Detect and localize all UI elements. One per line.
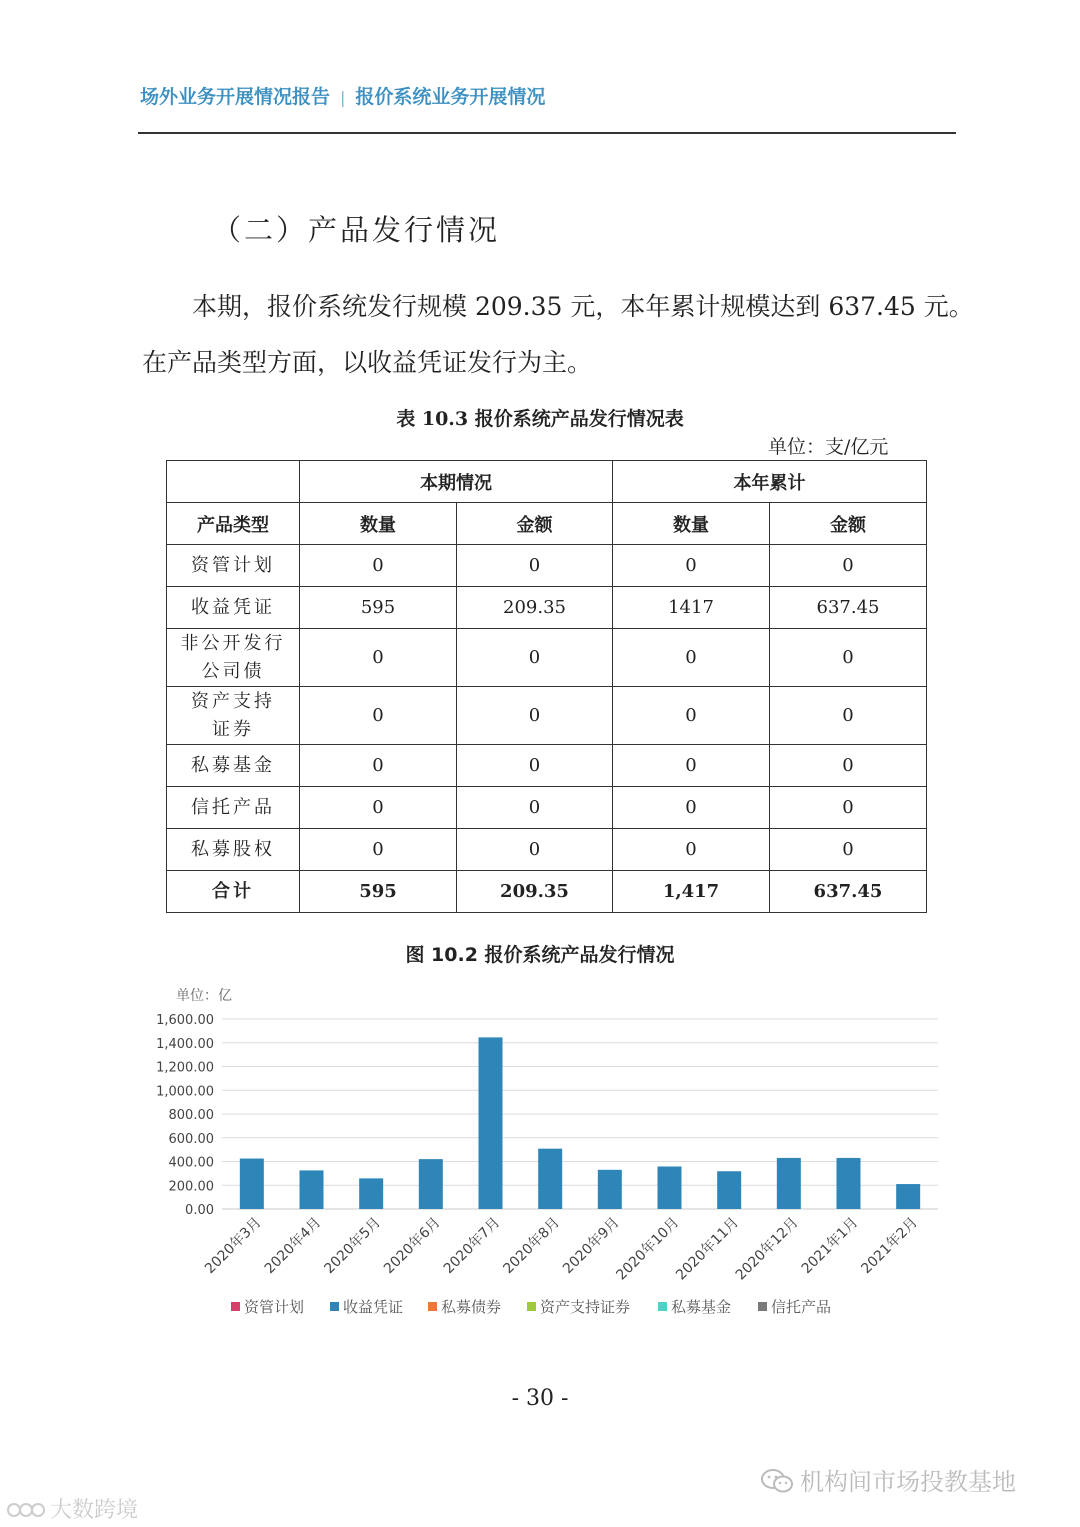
- bar-收益凭证: [598, 1170, 622, 1209]
- bar-收益凭证: [419, 1159, 443, 1209]
- sub-header-count: 数量: [300, 503, 457, 545]
- row-label: 信托产品: [167, 787, 300, 829]
- total-cell: 637.45: [770, 871, 927, 913]
- row-label: 资管计划: [167, 545, 300, 587]
- y-tick-label: 1,000.00: [156, 1084, 214, 1100]
- header-separator: |: [340, 88, 346, 107]
- y-tick-label: 200.00: [168, 1179, 214, 1195]
- x-tick-label: 2020年8月: [500, 1214, 563, 1278]
- sub-header-amount: 金额: [457, 503, 613, 545]
- table-cell: 0: [300, 629, 457, 687]
- bar-收益凭证: [896, 1184, 920, 1209]
- bar-收益凭证: [538, 1149, 562, 1209]
- legend-swatch: [428, 1302, 437, 1311]
- table-row: [167, 687, 927, 745]
- legend-swatch: [330, 1302, 339, 1311]
- sub-header-ytd-amount: 金额: [770, 503, 927, 545]
- total-cell: 209.35: [457, 871, 613, 913]
- bar-收益凭证: [479, 1037, 503, 1209]
- legend-label: 信托产品: [771, 1298, 832, 1316]
- brand-logo-icon: [6, 1500, 46, 1520]
- table-cell: 0: [613, 745, 770, 787]
- group-header-current: 本期情况: [300, 461, 613, 503]
- row-label-line-2: 证券: [212, 718, 254, 740]
- report-header: [140, 82, 545, 109]
- table-cell: 0: [613, 787, 770, 829]
- table-cell: 1417: [613, 587, 770, 629]
- table-cell: 0: [457, 629, 613, 687]
- table-cell: 0: [300, 545, 457, 587]
- x-tick-label: 2020年4月: [261, 1214, 325, 1278]
- x-tick-label: 2020年5月: [321, 1214, 384, 1278]
- y-tick-label: 0.00: [185, 1203, 214, 1218]
- bar-收益凭证: [777, 1158, 801, 1209]
- wechat-icon: [760, 1468, 794, 1494]
- issuance-table: [166, 460, 927, 913]
- x-tick-label: 2020年9月: [560, 1214, 623, 1278]
- legend-swatch: [527, 1302, 536, 1311]
- table-cell: 0: [770, 629, 927, 687]
- table-row: [167, 545, 927, 587]
- table-total-row: [167, 871, 927, 913]
- table-cell: 0: [457, 687, 613, 745]
- legend-swatch: [231, 1302, 240, 1311]
- row-label: [167, 629, 300, 687]
- x-tick-label: 2020年6月: [381, 1214, 444, 1278]
- table-cell: 0: [300, 787, 457, 829]
- table-sub-header-row: [167, 503, 927, 545]
- table-cell: 0: [770, 745, 927, 787]
- table-cell: 0: [770, 829, 927, 871]
- table-cell: 0: [613, 629, 770, 687]
- row-label: 私募基金: [167, 745, 300, 787]
- table-cell: 637.45: [770, 587, 927, 629]
- table-cell: 0: [457, 787, 613, 829]
- total-label: 合计: [167, 871, 300, 913]
- row-label-line-1: 非公开发行: [180, 632, 286, 654]
- x-tick-label: 2020年7月: [440, 1214, 504, 1278]
- table-cell: 0: [770, 545, 927, 587]
- y-tick-label: 600.00: [168, 1131, 214, 1147]
- bar-收益凭证: [240, 1159, 264, 1209]
- legend-label: 资产支持证券: [540, 1298, 631, 1316]
- legend-label: 私募债券: [441, 1298, 502, 1316]
- watermark-left-text: 大数跨境: [50, 1498, 139, 1523]
- x-tick-label: 2020年3月: [202, 1214, 265, 1278]
- table-unit: 单位：支/亿元: [768, 436, 889, 458]
- header-right-title: 报价系统业务开展情况: [355, 86, 546, 108]
- table-row: [167, 787, 927, 829]
- x-tick-label: 2021年1月: [798, 1214, 862, 1278]
- legend-swatch: [658, 1302, 667, 1311]
- y-unit-label: 单位：亿: [176, 988, 232, 1004]
- table-row: [167, 587, 927, 629]
- header-rule: [138, 132, 956, 134]
- table-row: [167, 629, 927, 687]
- legend-label: 私募基金: [671, 1298, 732, 1316]
- group-header-ytd: 本年累计: [613, 461, 927, 503]
- y-tick-label: 1,200.00: [156, 1060, 214, 1076]
- bar-收益凭证: [658, 1166, 682, 1209]
- table-cell: 0: [300, 829, 457, 871]
- watermark-right-text: 机构间市场投教基地: [800, 1468, 1016, 1496]
- total-cell: 595: [300, 871, 457, 913]
- table-caption: 表 10.3 报价系统产品发行情况表: [396, 408, 684, 430]
- page-number: - 30 -: [511, 1386, 569, 1411]
- table-group-header-row: [167, 461, 927, 503]
- chart-title: 图 10.2 报价系统产品发行情况: [405, 944, 675, 966]
- table-cell: 0: [613, 545, 770, 587]
- table-corner-cell: [167, 461, 300, 503]
- paragraph-line-1: 本期，报价系统发行规模 209.35 元，本年累计规模达到 637.45 元。: [192, 292, 974, 321]
- x-tick-label: 2020年12月: [732, 1214, 802, 1284]
- table-cell: 0: [457, 745, 613, 787]
- row-label: [167, 687, 300, 745]
- table-cell: 0: [300, 687, 457, 745]
- table-cell: 0: [457, 829, 613, 871]
- bar-收益凭证: [717, 1171, 741, 1209]
- bar-收益凭证: [837, 1158, 861, 1209]
- x-tick-label: 2021年2月: [858, 1214, 921, 1278]
- table-cell: 0: [770, 687, 927, 745]
- table-cell: 0: [457, 545, 613, 587]
- y-tick-label: 1,400.00: [156, 1036, 214, 1052]
- x-tick-label: 2020年11月: [673, 1214, 742, 1284]
- row-label-line-2: 公司债: [201, 660, 265, 682]
- row-label: 收益凭证: [167, 587, 300, 629]
- legend-label: 资管计划: [244, 1298, 305, 1316]
- table-row: [167, 829, 927, 871]
- y-tick-label: 800.00: [168, 1108, 214, 1123]
- issuance-bar-chart: [0, 975, 1080, 1335]
- legend-label: 收益凭证: [343, 1298, 404, 1316]
- y-tick-label: 1,600.00: [156, 1013, 214, 1028]
- bar-收益凭证: [359, 1178, 383, 1209]
- table-cell: 0: [613, 687, 770, 745]
- watermark-left: [6, 1493, 138, 1524]
- table-cell: 595: [300, 587, 457, 629]
- table-cell: 209.35: [457, 587, 613, 629]
- section-title: （二）产品发行情况: [212, 213, 501, 247]
- x-tick-label: 2020年10月: [613, 1214, 683, 1284]
- sub-header-ytd-count: 数量: [613, 503, 770, 545]
- y-tick-label: 400.00: [168, 1155, 214, 1171]
- row-label-line-1: 资产支持: [191, 690, 275, 712]
- total-cell: 1,417: [613, 871, 770, 913]
- watermark-right: [760, 1462, 1016, 1497]
- bar-收益凭证: [300, 1170, 324, 1209]
- table-cell: 0: [613, 829, 770, 871]
- table-cell: 0: [300, 745, 457, 787]
- paragraph-line-2: 在产品类型方面，以收益凭证发行为主。: [142, 348, 593, 377]
- table-row: [167, 745, 927, 787]
- table-cell: 0: [770, 787, 927, 829]
- row-label: 私募股权: [167, 829, 300, 871]
- legend-swatch: [758, 1302, 767, 1311]
- sub-header-type: 产品类型: [167, 503, 300, 545]
- header-left-title: 场外业务开展情况报告: [140, 86, 331, 108]
